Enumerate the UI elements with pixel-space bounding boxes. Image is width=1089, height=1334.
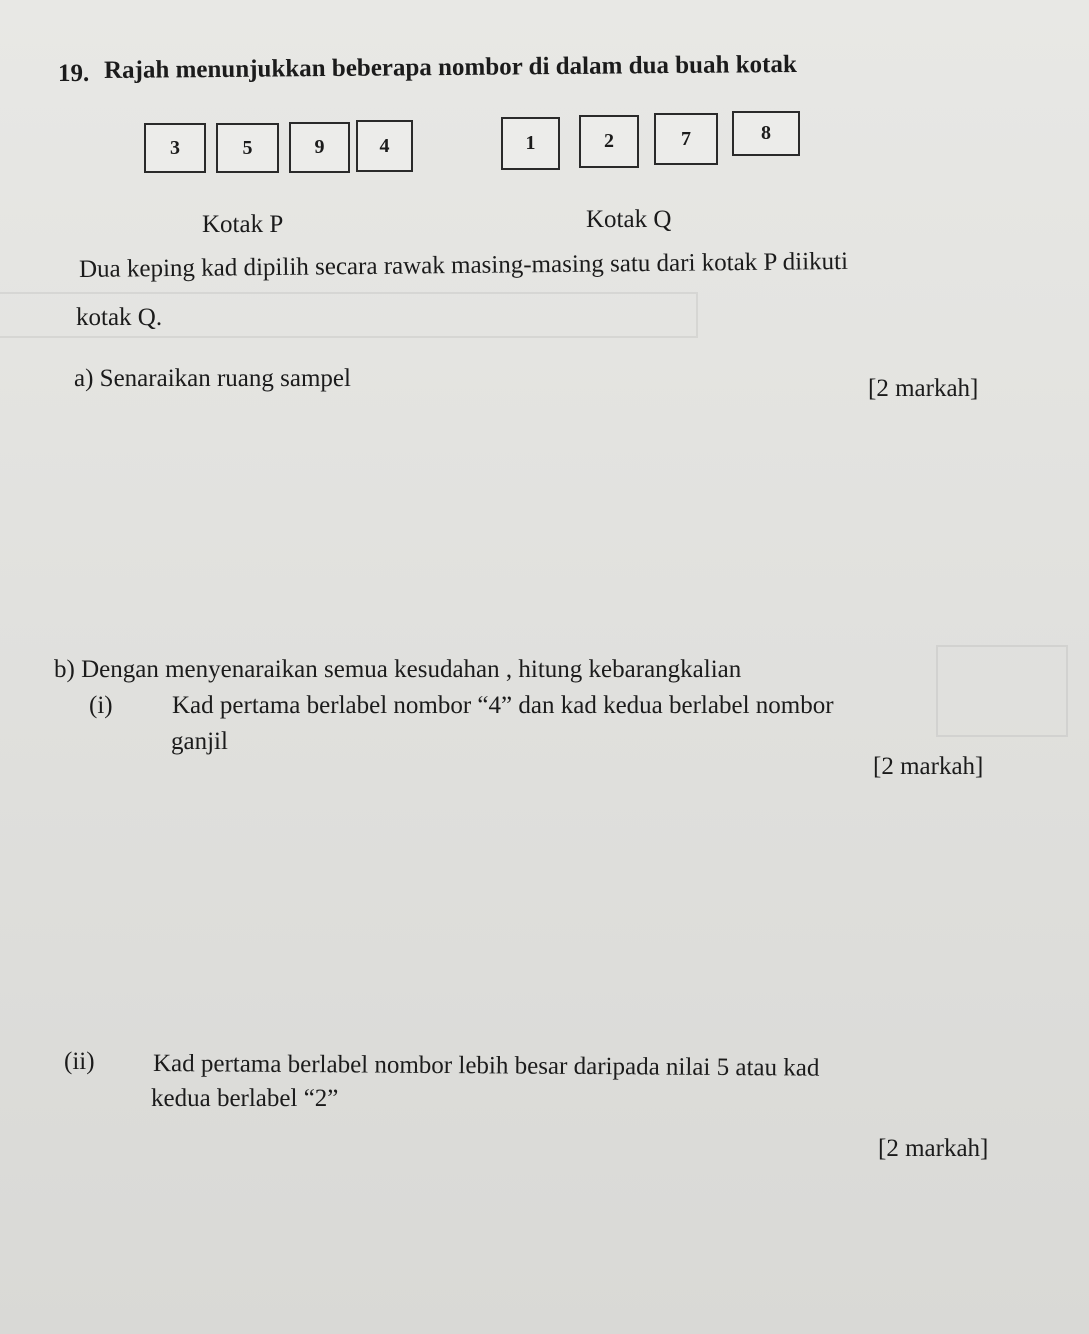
- part-a-question: a) Senaraikan ruang sampel: [74, 365, 351, 392]
- box-q-label: Kotak Q: [586, 206, 672, 233]
- card-q-2: 2: [579, 115, 639, 168]
- part-b-ii-label: (ii): [64, 1048, 95, 1075]
- question-stem: Rajah menunjukkan beberapa nombor di dalam dua buah kotak: [103, 50, 797, 84]
- card-p-1: 3: [144, 123, 206, 173]
- part-b-ii-line-2: kedua berlabel “2”: [151, 1085, 339, 1112]
- part-b-i-line-1: Kad pertama berlabel nombor “4” dan kad kedua berlabel nombor: [172, 692, 834, 719]
- part-b-i-line-2: ganjil: [171, 728, 228, 755]
- part-b-ii-line-1: Kad pertama berlabel nombor lebih besar daripada nilai 5 atau kad: [152, 1050, 820, 1082]
- card-q-3: 7: [654, 113, 718, 165]
- box-p-label: Kotak P: [202, 211, 284, 238]
- card-p-4: 4: [356, 120, 413, 172]
- part-b-ii-marks: [2 markah]: [878, 1135, 989, 1162]
- card-p-2: 5: [216, 123, 279, 173]
- instruction-line-2: kotak Q.: [76, 304, 163, 331]
- part-b-i-label: (i): [89, 692, 113, 719]
- show-through-box: [936, 645, 1068, 737]
- part-b-question: b) Dengan menyenaraikan semua kesudahan , hitung kebarangkalian: [54, 656, 742, 683]
- card-q-1: 1: [501, 117, 560, 170]
- part-a-marks: [2 markah]: [868, 375, 979, 402]
- instruction-line-1: Dua keping kad dipilih secara rawak masing-masing satu dari kotak P diikuti: [78, 247, 849, 283]
- question-number: 19.: [58, 60, 90, 87]
- part-b-i-marks: [2 markah]: [873, 753, 984, 780]
- card-p-3: 9: [289, 122, 350, 173]
- card-q-4: 8: [732, 111, 800, 156]
